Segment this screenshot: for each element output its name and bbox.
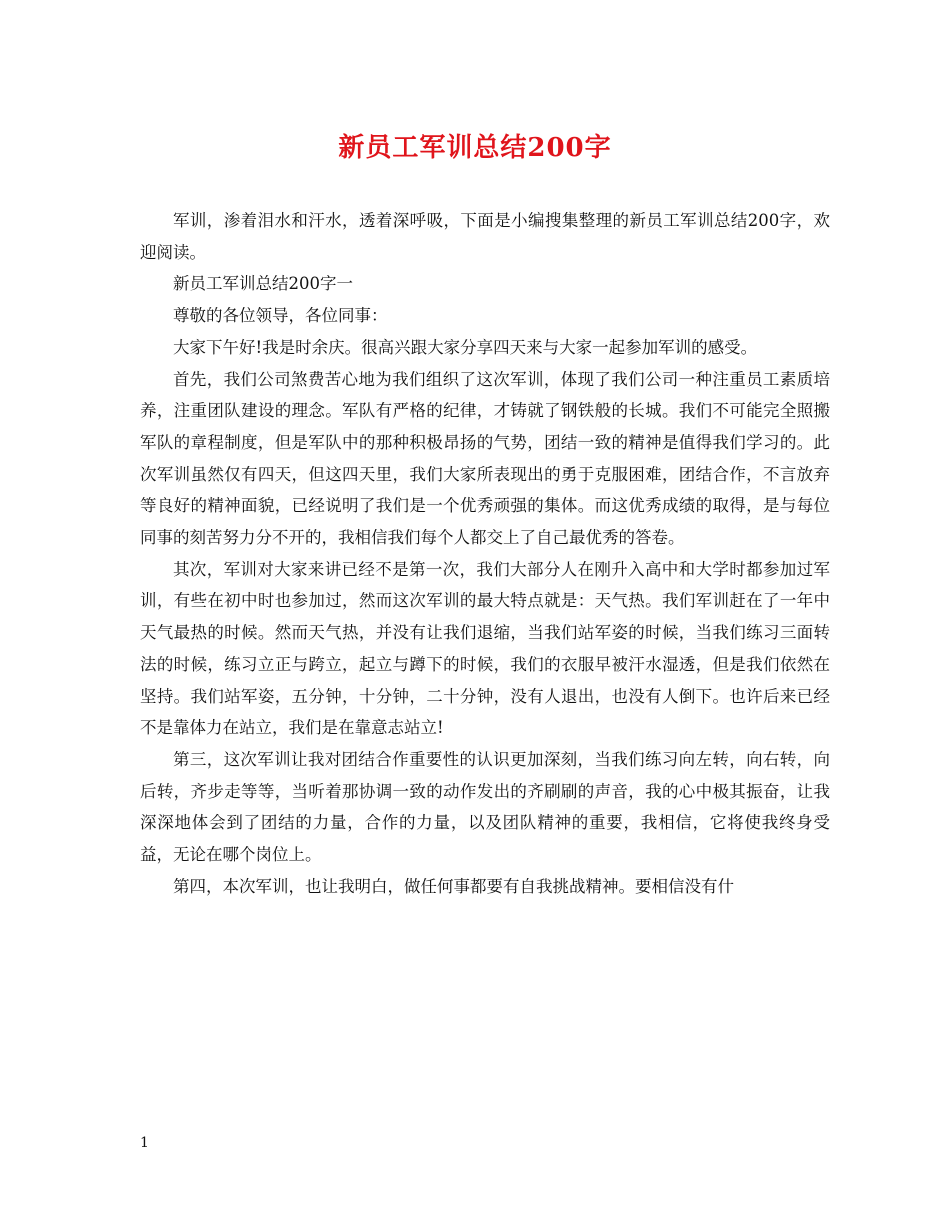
document-title: 新员工军训总结200字 xyxy=(338,133,612,163)
paragraph-subheading: 新员工军训总结200字一 xyxy=(173,274,353,294)
page-number: 1 xyxy=(140,1135,149,1151)
paragraph-fourth-point: 第四，本次军训，也让我明白，做任何事都要有自我挑战精神。要相信没有什 xyxy=(173,876,734,896)
paragraph-greeting: 大家下午好!我是时余庆。很高兴跟大家分享四天来与大家一起参加军训的感受。 xyxy=(173,337,758,357)
paragraph-first-point: 首先，我们公司煞费苦心地为我们组织了这次军训，体现了我们公司一种注重员工素质培养，注重团队建设的理念。军队有严格的纪律，才铸就了钢铁般的长城。我们不可能完全照搬军队的章程制度，但是军队中的那种积极昂扬的气势，团结一致的精神是值得我们学习的。此次军训虽然仅有四天，但这四天里，我们大家所表现出的勇于克服困难，团结合作，不言放弃等良好的精神面貌，已经说明了我们是一个优秀顽强的集体。而这优秀成绩的取得，是与每位同事的刻苦努力分不开的，我相信我们每个人都交上了自己最优秀的答卷。 xyxy=(140,369,830,548)
paragraph-intro: 军训，渗着泪水和汗水，透着深呼吸，下面是小编搜集整理的新员工军训总结200字，欢迎阅读。 xyxy=(140,211,830,262)
paragraph-salutation: 尊敬的各位领导，各位同事： xyxy=(173,306,388,326)
paragraph-second-point: 其次，军训对大家来讲已经不是第一次，我们大部分人在刚升入高中和大学时都参加过军训，有些在初中时也参加过，然而这次军训的最大特点就是：天气热。我们军训赶在了一年中天气最热的时候。然而天气热，并没有让我们退缩，当我们站军姿的时候，当我们练习三面转法的时候，练习立正与跨立，起立与蹲下的时候，我们的衣服早被汗水湿透，但是我们依然在坚持。我们站军姿，五分钟，十分钟，二十分钟，没有人退出，也没有人倒下。也许后来已经不是靠体力在站立，我们是在靠意志站立! xyxy=(140,559,830,738)
paragraph-third-point: 第三，这次军训让我对团结合作重要性的认识更加深刻，当我们练习向左转，向右转，向后转，齐步走等等，当听着那协调一致的动作发出的齐刷刷的声音，我的心中极其振奋，让我深深地体会到了团结的力量，合作的力量，以及团队精神的重要，我相信，它将使我终身受益，无论在哪个岗位上。 xyxy=(140,749,830,865)
document-body xyxy=(140,205,830,902)
